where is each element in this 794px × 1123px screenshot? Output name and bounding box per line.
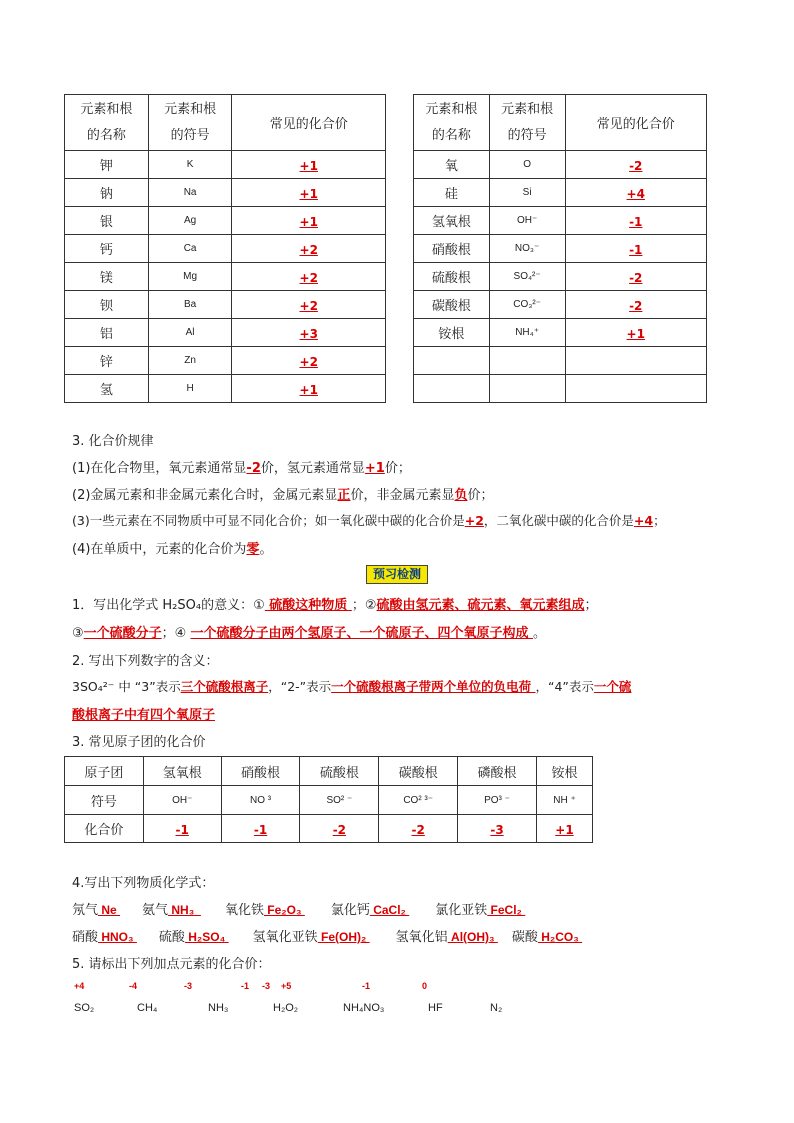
element-symbol [489,347,565,375]
element-valence [565,235,707,263]
group-valence [379,815,458,843]
group-valence-table [64,756,593,843]
valence-answer: -1 [629,215,643,229]
q1-line1: 1．写出化学式 H₂SO₄的意义：① 硫酸这种物质 ；②硫酸由氢元素、硫元素、氧元素组成； [72,598,598,613]
valence-answer: -1 [175,823,189,837]
group-symbol: SO² ⁻ [300,786,379,815]
element-symbol: Zn [148,347,232,375]
valence-answer: +1 [626,327,645,341]
element-valence [565,179,707,207]
table-row [65,347,386,375]
header-name: 元素和根 的名称 [65,95,149,151]
valence-answer: +1 [299,159,318,173]
valence-table-right [413,94,707,403]
element-valence [232,291,386,319]
formula-item [72,926,137,945]
formula-label: 氢氧化铝 [395,930,448,945]
rule-4: (4)在单质中，元素的化合价为零。 [72,542,273,557]
table-row [65,319,386,347]
valence-answer: -2 [332,823,347,837]
formula-item [142,899,201,918]
element-symbol: Ag [148,207,232,235]
valence-answer: +2 [299,271,318,285]
table-row [414,347,707,375]
group-valence [536,815,592,843]
valence-answer: -2 [629,271,643,285]
valence-answer: +1 [299,383,318,397]
element-name: 硝酸根 [414,235,490,263]
group-symbol: CO² ³⁻ [379,786,458,815]
group-valence [143,815,221,843]
formula: HF [428,1002,443,1014]
element-valence [565,263,707,291]
table-row [65,291,386,319]
valence-mark: 0 [422,981,428,991]
element-symbol: Ba [148,291,232,319]
formula-item [253,926,370,945]
element-symbol: CO₃²⁻ [489,291,565,319]
element-symbol: Mg [148,263,232,291]
valence-answer: -1 [253,823,268,837]
formula: N₂ [490,1002,503,1014]
valence-label: 化合价 [65,815,144,843]
element-name: 锌 [65,347,149,375]
valence-answer: +1 [555,823,574,837]
element-symbol: Al [148,319,232,347]
element-name: 钡 [65,291,149,319]
element-name: 硅 [414,179,490,207]
element-name: 氢 [65,375,149,403]
valence-mark: +5 [281,981,292,991]
element-symbol: Si [489,179,565,207]
q4-row-2 [72,926,582,945]
group-valence [221,815,300,843]
q2-line1: 3SO₄²⁻ 中 “3”表示三个硫酸根离子，“2-”表示一个硫酸根离子带两个单位的负电荷 ，“4”表示一个硫 [72,679,632,694]
valence-answer: +4 [626,187,645,201]
formula-label: 氨气 [142,903,169,918]
valence-mark: -1 [241,981,250,991]
table-row [414,319,707,347]
group-valence [458,815,537,843]
valence-answer: +3 [299,327,318,341]
element-symbol [489,375,565,403]
formula-item [512,926,582,945]
formula-answer: NH₃ [168,903,201,917]
header-valence: 常见的化合价 [232,95,386,151]
group-symbol: NO ³ [221,786,300,815]
valence-mark: -1 [362,981,371,991]
formula-answer: H₂CO₃ [537,930,583,944]
group-symbol: PO³ ⁻ [458,786,537,815]
formula: H₂O₂ [273,1002,299,1014]
element-valence [232,235,386,263]
formula-item [225,899,305,918]
element-valence [232,319,386,347]
element-valence [232,347,386,375]
element-valence [232,375,386,403]
element-valence [232,207,386,235]
formula-item [396,926,498,945]
formula-label: 氖气 [72,903,99,918]
element-name: 银 [65,207,149,235]
formula-answer: HNO₃ [98,930,137,944]
formula-answer: FeCl₂ [487,903,526,917]
element-symbol: OH⁻ [489,207,565,235]
element-valence [232,179,386,207]
group-header: 氢氧根 [143,757,221,786]
formula: SO₂ [74,1002,95,1014]
element-valence [565,291,707,319]
formula-label: 碳酸 [511,930,538,945]
valence-mark: +4 [74,981,85,991]
valence-answer: +1 [299,215,318,229]
group-header: 磷酸根 [458,757,537,786]
formula-answer: Al(OH)₃ [447,930,498,944]
table-row [65,179,386,207]
element-valence [232,151,386,179]
group-header: 原子团 [65,757,144,786]
element-name: 钙 [65,235,149,263]
valence-mark: -3 [184,981,193,991]
rule-2: (2)金属元素和非金属元素化合时，金属元素显正价，非金属元素显负价； [72,488,494,503]
element-valence [565,151,707,179]
valence-answer: -2 [629,159,643,173]
valence-answer: +2 [299,243,318,257]
formula-item [72,899,120,918]
element-name [414,375,490,403]
element-symbol: NO₃⁻ [489,235,565,263]
table-row [65,263,386,291]
table-row [414,179,707,207]
header-symbol: 元素和根 的符号 [489,95,565,151]
table-row [65,151,386,179]
q2-title: 2. 写出下列数字的含义： [72,654,219,669]
formula: NH₃ [208,1002,229,1014]
valence-answer: +1 [299,187,318,201]
element-symbol: K [148,151,232,179]
element-symbol: SO₄²⁻ [489,263,565,291]
group-valence [300,815,379,843]
formula-answer: Fe₂O₃ [263,903,305,917]
q3-title: 3. 常见原子团的化合价 [72,735,206,750]
formula-label: 氢氧化亚铁 [252,930,318,945]
formula-item [159,926,229,945]
valence-answer: -3 [490,823,504,837]
element-symbol: Na [148,179,232,207]
table-row [65,207,386,235]
formula-label: 硫酸 [158,930,185,945]
element-valence [565,375,707,403]
element-symbol: H [148,375,232,403]
formula-answer: H₂SO₄ [184,930,229,944]
q4-title: 4.写出下列物质化学式： [72,876,215,891]
header-name: 元素和根 的名称 [414,95,490,151]
formula-answer: CaCl₂ [369,903,410,917]
q5-title: 5. 请标出下列加点元素的化合价： [72,957,271,972]
group-header: 硫酸根 [300,757,379,786]
element-name: 氢氧根 [414,207,490,235]
symbol-label: 符号 [65,786,144,815]
element-name: 铵根 [414,319,490,347]
formula-item [331,899,409,918]
valence-table-left [64,94,386,403]
group-symbol: NH ⁺ [536,786,592,815]
table-row [414,151,707,179]
table-row [414,263,707,291]
q4-row-1 [72,899,525,918]
element-valence [232,263,386,291]
table-row [414,291,707,319]
element-symbol: NH₄⁺ [489,319,565,347]
table-row [414,207,707,235]
group-header: 硝酸根 [221,757,300,786]
formula-label: 硝酸 [72,930,99,945]
element-name: 氧 [414,151,490,179]
element-name: 硫酸根 [414,263,490,291]
header-symbol: 元素和根 的符号 [148,95,232,151]
valence-answer: -2 [629,299,643,313]
rule-3: (3)一些元素在不同物质中可显不同化合价；如一氧化碳中碳的化合价是+2，二氧化碳中碳的化合价是+4； [72,513,666,528]
table-row [65,375,386,403]
table-row [414,375,707,403]
preview-check-badge: 预习检测 [366,565,428,584]
formula-answer: Fe(OH)₂ [317,930,370,944]
formula-label: 氯化钙 [330,903,370,918]
element-symbol: Ca [148,235,232,263]
element-symbol: O [489,151,565,179]
element-name: 钠 [65,179,149,207]
valence-answer: -1 [629,243,643,257]
group-symbol: OH⁻ [143,786,221,815]
valence-mark: -3 [262,981,271,991]
rules-title: 3. 化合价规律 [72,434,154,449]
table-row [414,235,707,263]
formula-label: 氧化铁 [224,903,264,918]
element-name: 碳酸根 [414,291,490,319]
rule-1: (1)在化合物里，氧元素通常显-2价，氢元素通常显+1价； [72,461,411,476]
formula-label: 氯化亚铁 [435,903,488,918]
group-header: 碳酸根 [379,757,458,786]
valence-answer: -2 [411,823,425,837]
q2-line2: 酸根离子中有四个氧原子 [72,708,216,723]
valence-answer: +2 [299,355,318,369]
formula-item [435,899,525,918]
element-name: 镁 [65,263,149,291]
element-valence [565,207,707,235]
element-valence [565,347,707,375]
group-header: 铵根 [536,757,592,786]
formula: CH₄ [137,1002,158,1014]
valence-answer: +2 [299,299,318,313]
element-name [414,347,490,375]
element-valence [565,319,707,347]
element-name: 钾 [65,151,149,179]
formula: NH₄NO₃ [343,1002,385,1014]
table-row [65,235,386,263]
q1-line2: ③一个硫酸分子；④ 一个硫酸分子由两个氢原子、一个硫原子、四个氧原子构成 。 [72,626,547,641]
formula-answer: Ne [98,903,121,917]
header-valence: 常见的化合价 [565,95,707,151]
element-name: 铝 [65,319,149,347]
valence-mark: -4 [129,981,138,991]
